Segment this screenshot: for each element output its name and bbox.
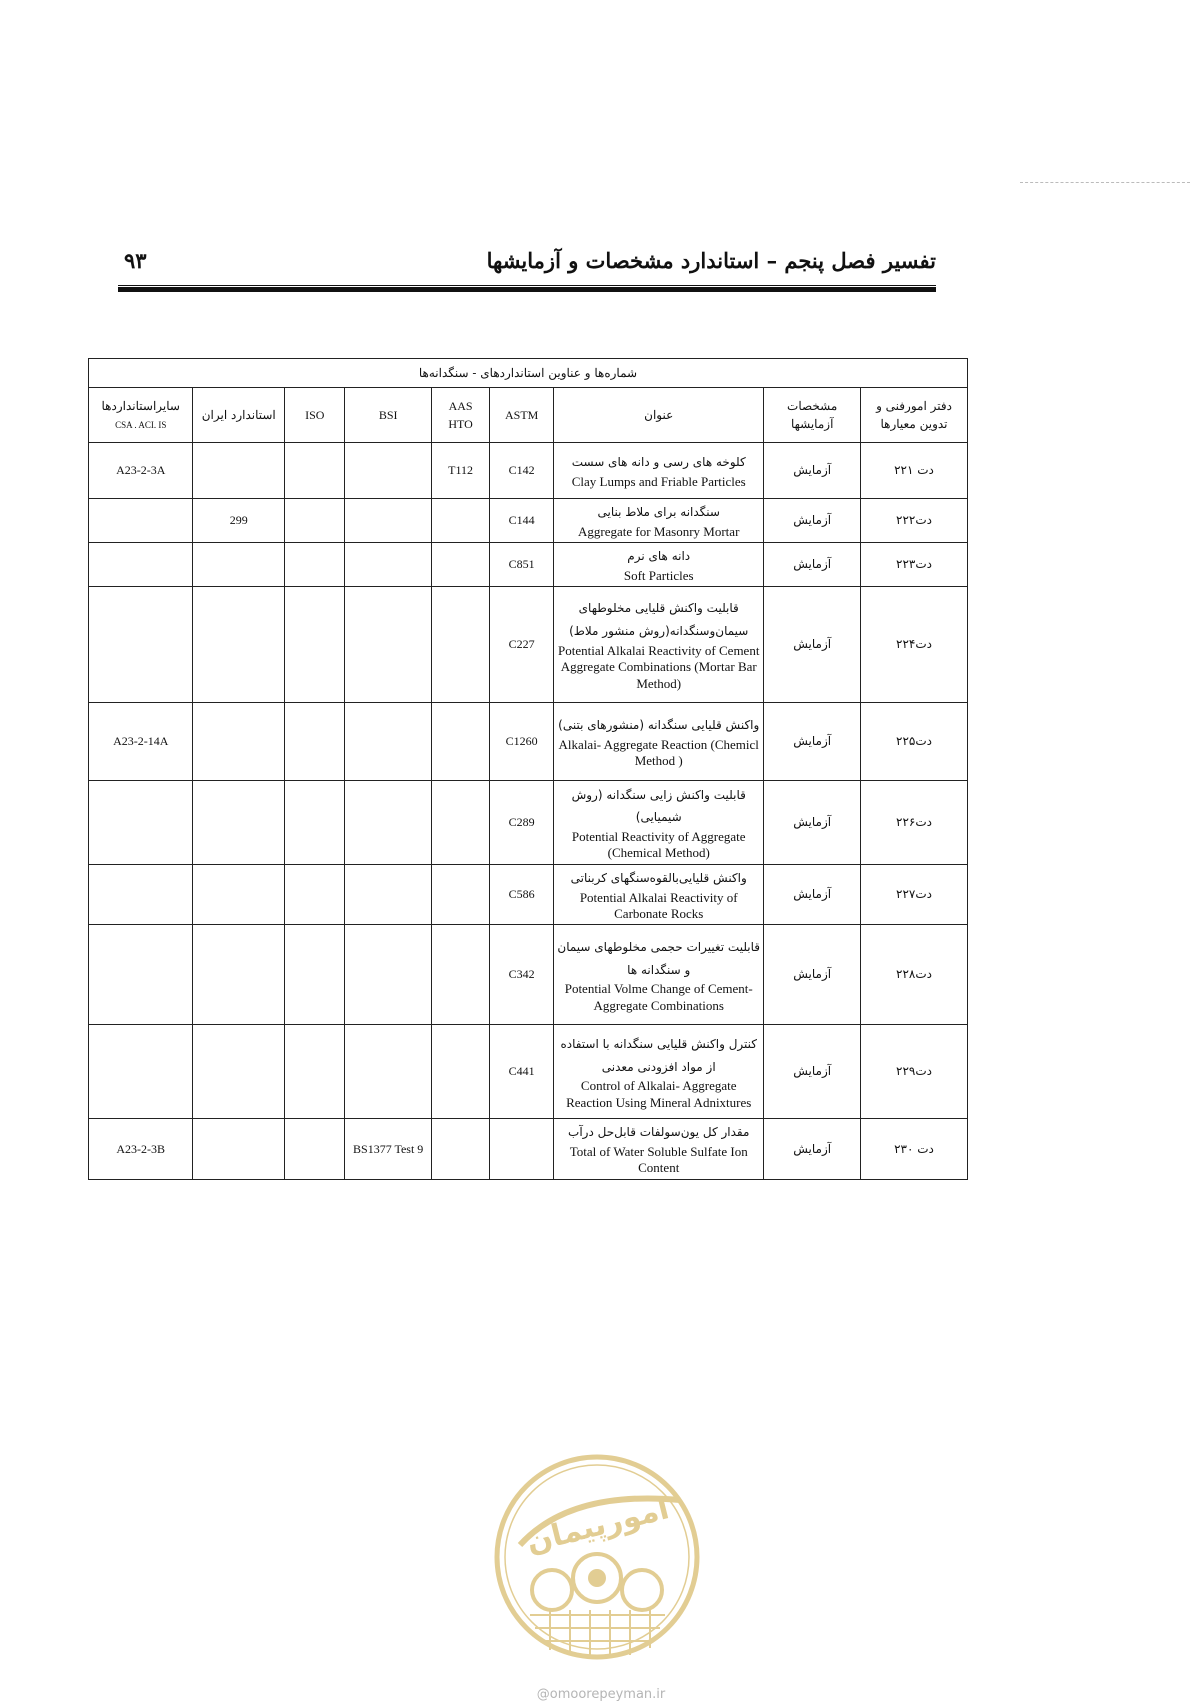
title-persian: دانه های نرم [627,549,691,564]
cell-astm: C144 [490,499,554,543]
cell-dept: دت۲۲۶ [861,781,968,865]
cell-bsi [345,703,431,781]
cell-title [554,587,764,703]
cell-other: A23-2-14A [89,703,193,781]
title-persian: کلوخه های رسی و دانه های سست [571,454,746,469]
cell-dept: دت۲۲۸ [861,925,968,1025]
cell-iran [193,443,285,499]
standards-table [88,358,968,1180]
cell-title [554,499,764,543]
col-iran: استاندارد ایران [193,388,285,443]
header-rule-thick [118,287,936,292]
cell-astm: C586 [490,865,554,925]
cell-dept: دت۲۲۳ [861,543,968,587]
cell-iso [285,443,345,499]
cell-iran [193,925,285,1025]
table-row [89,781,968,865]
col-other-sub: CSA . ACI. IS [115,420,167,430]
cell-title [554,443,764,499]
cell-dept: دت۲۲۲ [861,499,968,543]
table-row [89,925,968,1025]
cell-iran [193,1025,285,1119]
cell-iso [285,703,345,781]
cell-spec: آزمایش [764,703,861,781]
title-english: Aggregate for Masonry Mortar [578,523,740,539]
cell-iran [193,587,285,703]
scan-noise [1020,182,1190,184]
cell-astm: C227 [490,587,554,703]
cell-bsi [345,499,431,543]
cell-dept: دت ۲۲۱ [861,443,968,499]
col-other [89,388,193,443]
cell-spec: آزمایش [764,1119,861,1179]
col-dept: دفتر امورفنی و تدوین معیارها [861,388,968,443]
table-row [89,443,968,499]
omoorepeyman-seal-logo [490,1450,705,1665]
page-number: ۹۳ [124,248,147,273]
cell-astm: C342 [490,925,554,1025]
col-iso: ISO [285,388,345,443]
cell-bsi [345,1025,431,1119]
cell-astm: C142 [490,443,554,499]
cell-iso [285,499,345,543]
col-title: عنوان [554,388,764,443]
cell-other [89,499,193,543]
table-caption: شماره‌ها و عناوین استانداردهای - سنگدانه‌ها [89,359,968,388]
cell-other [89,781,193,865]
cell-astm: C289 [490,781,554,865]
cell-astm [490,1119,554,1179]
cell-iso [285,781,345,865]
cell-astm: C441 [490,1025,554,1119]
page-title: تفسیر فصل پنجم – استاندارد مشخصات و آزمایشها [486,248,936,273]
title-persian: قابلیت واکنش قلیایی مخلوطهای سیمان‌وسنگدانه(روش منشور ملاط) [569,601,749,639]
cell-aashto [431,587,489,703]
cell-iso [285,865,345,925]
cell-iso [285,587,345,703]
cell-spec: آزمایش [764,1025,861,1119]
header-rule-thin [118,285,936,286]
table-row [89,587,968,703]
title-persian: کنترل واکنش قلیایی سنگدانه با استفاده از مواد افزودنی معدنی [560,1036,757,1074]
col-other-label: سایراستانداردها [101,399,180,413]
cell-spec: آزمایش [764,925,861,1025]
table-row [89,1025,968,1119]
cell-other [89,925,193,1025]
cell-aashto [431,1119,489,1179]
cell-iso [285,1119,345,1179]
cell-iran [193,865,285,925]
cell-spec: آزمایش [764,587,861,703]
cell-aashto [431,865,489,925]
cell-aashto [431,499,489,543]
table-row [89,703,968,781]
cell-title [554,865,764,925]
cell-bsi [345,443,431,499]
cell-bsi [345,781,431,865]
cell-spec: آزمایش [764,443,861,499]
title-english: Soft Particles [623,567,694,583]
cell-iso [285,1025,345,1119]
title-english: Total of Water Soluble Sulfate Ion Content [569,1144,748,1176]
cell-aashto [431,925,489,1025]
seal-text: امورپیمان [522,1491,673,1561]
cell-aashto [431,1025,489,1119]
cell-astm: C851 [490,543,554,587]
cell-other: A23-2-3B [89,1119,193,1179]
title-persian: قابلیت واکنش زایی سنگدانه (روش شیمیایی) [571,787,746,825]
col-bsi: BSI [345,388,431,443]
table-row [89,865,968,925]
title-english: Potential Alkalai Reactivity of Carbonate Rocks [579,889,738,922]
title-persian: سنگدانه برای ملاط بنایی [597,505,720,519]
cell-dept: دت۲۲۹ [861,1025,968,1119]
cell-spec: آزمایش [764,865,861,925]
cell-title [554,1025,764,1119]
cell-aashto [431,781,489,865]
cell-other: A23-2-3A [89,443,193,499]
cell-bsi [345,587,431,703]
watermark-url: @omoorepeyman.ir [536,1687,666,1702]
cell-spec: آزمایش [764,543,861,587]
cell-bsi [345,543,431,587]
cell-title [554,925,764,1025]
table-body [89,443,968,1180]
cell-iran [193,1119,285,1179]
table-row [89,499,968,543]
cell-title [554,781,764,865]
cell-iso [285,543,345,587]
cell-iran [193,703,285,781]
cell-dept: دت۲۲۵ [861,703,968,781]
cell-iran [193,543,285,587]
cell-astm: C1260 [490,703,554,781]
cell-dept: دت۲۲۷ [861,865,968,925]
cell-bsi [345,865,431,925]
page-header [118,248,936,288]
col-spec: مشخصات آزمایشها [764,388,861,443]
cell-dept: دت۲۲۴ [861,587,968,703]
table-row [89,543,968,587]
cell-iso [285,925,345,1025]
title-persian: واکنش قلیایی‌بالقوه‌سنگهای کربناتی [570,871,747,886]
cell-title [554,703,764,781]
title-persian: مقدار کل یون‌سولفات قابل‌حل درآب [568,1125,750,1140]
cell-bsi: BS1377 Test 9 [345,1119,431,1179]
cell-bsi [345,925,431,1025]
title-english: Clay Lumps and Friable Particles [571,473,746,489]
cell-aashto [431,703,489,781]
title-english: Potential Volme Change of Cement-Aggregate Combinations [564,981,753,1013]
cell-aashto: T112 [431,443,489,499]
cell-other [89,587,193,703]
cell-aashto [431,543,489,587]
title-persian: واکنش قلیایی سنگدانه (منشورهای بتنی) [558,717,760,732]
cell-spec: آزمایش [764,781,861,865]
title-english: Alkalai- Aggregate Reaction (Chemicl Method ) [558,736,759,768]
title-english: Potential Alkalai Reactivity of Cement Aggregate Combinations (Mortar Bar Method) [557,643,760,691]
col-astm: ASTM [490,388,554,443]
cell-iran: 299 [193,499,285,543]
title-persian: قابلیت تغییرات حجمی مخلوطهای سیمان و سنگدانه ها [557,939,761,977]
cell-other [89,543,193,587]
cell-title [554,543,764,587]
title-english: Control of Alkalai- Aggregate Reaction Using Mineral Adnixtures [566,1078,752,1110]
cell-title [554,1119,764,1179]
table-row [89,1119,968,1179]
cell-other [89,865,193,925]
cell-spec: آزمایش [764,499,861,543]
cell-other [89,1025,193,1119]
col-aashto: AAS HTO [431,388,489,443]
cell-dept: دت ۲۳۰ [861,1119,968,1179]
title-english: Potential Reactivity of Aggregate (Chemical Method) [571,829,746,861]
cell-iran [193,781,285,865]
